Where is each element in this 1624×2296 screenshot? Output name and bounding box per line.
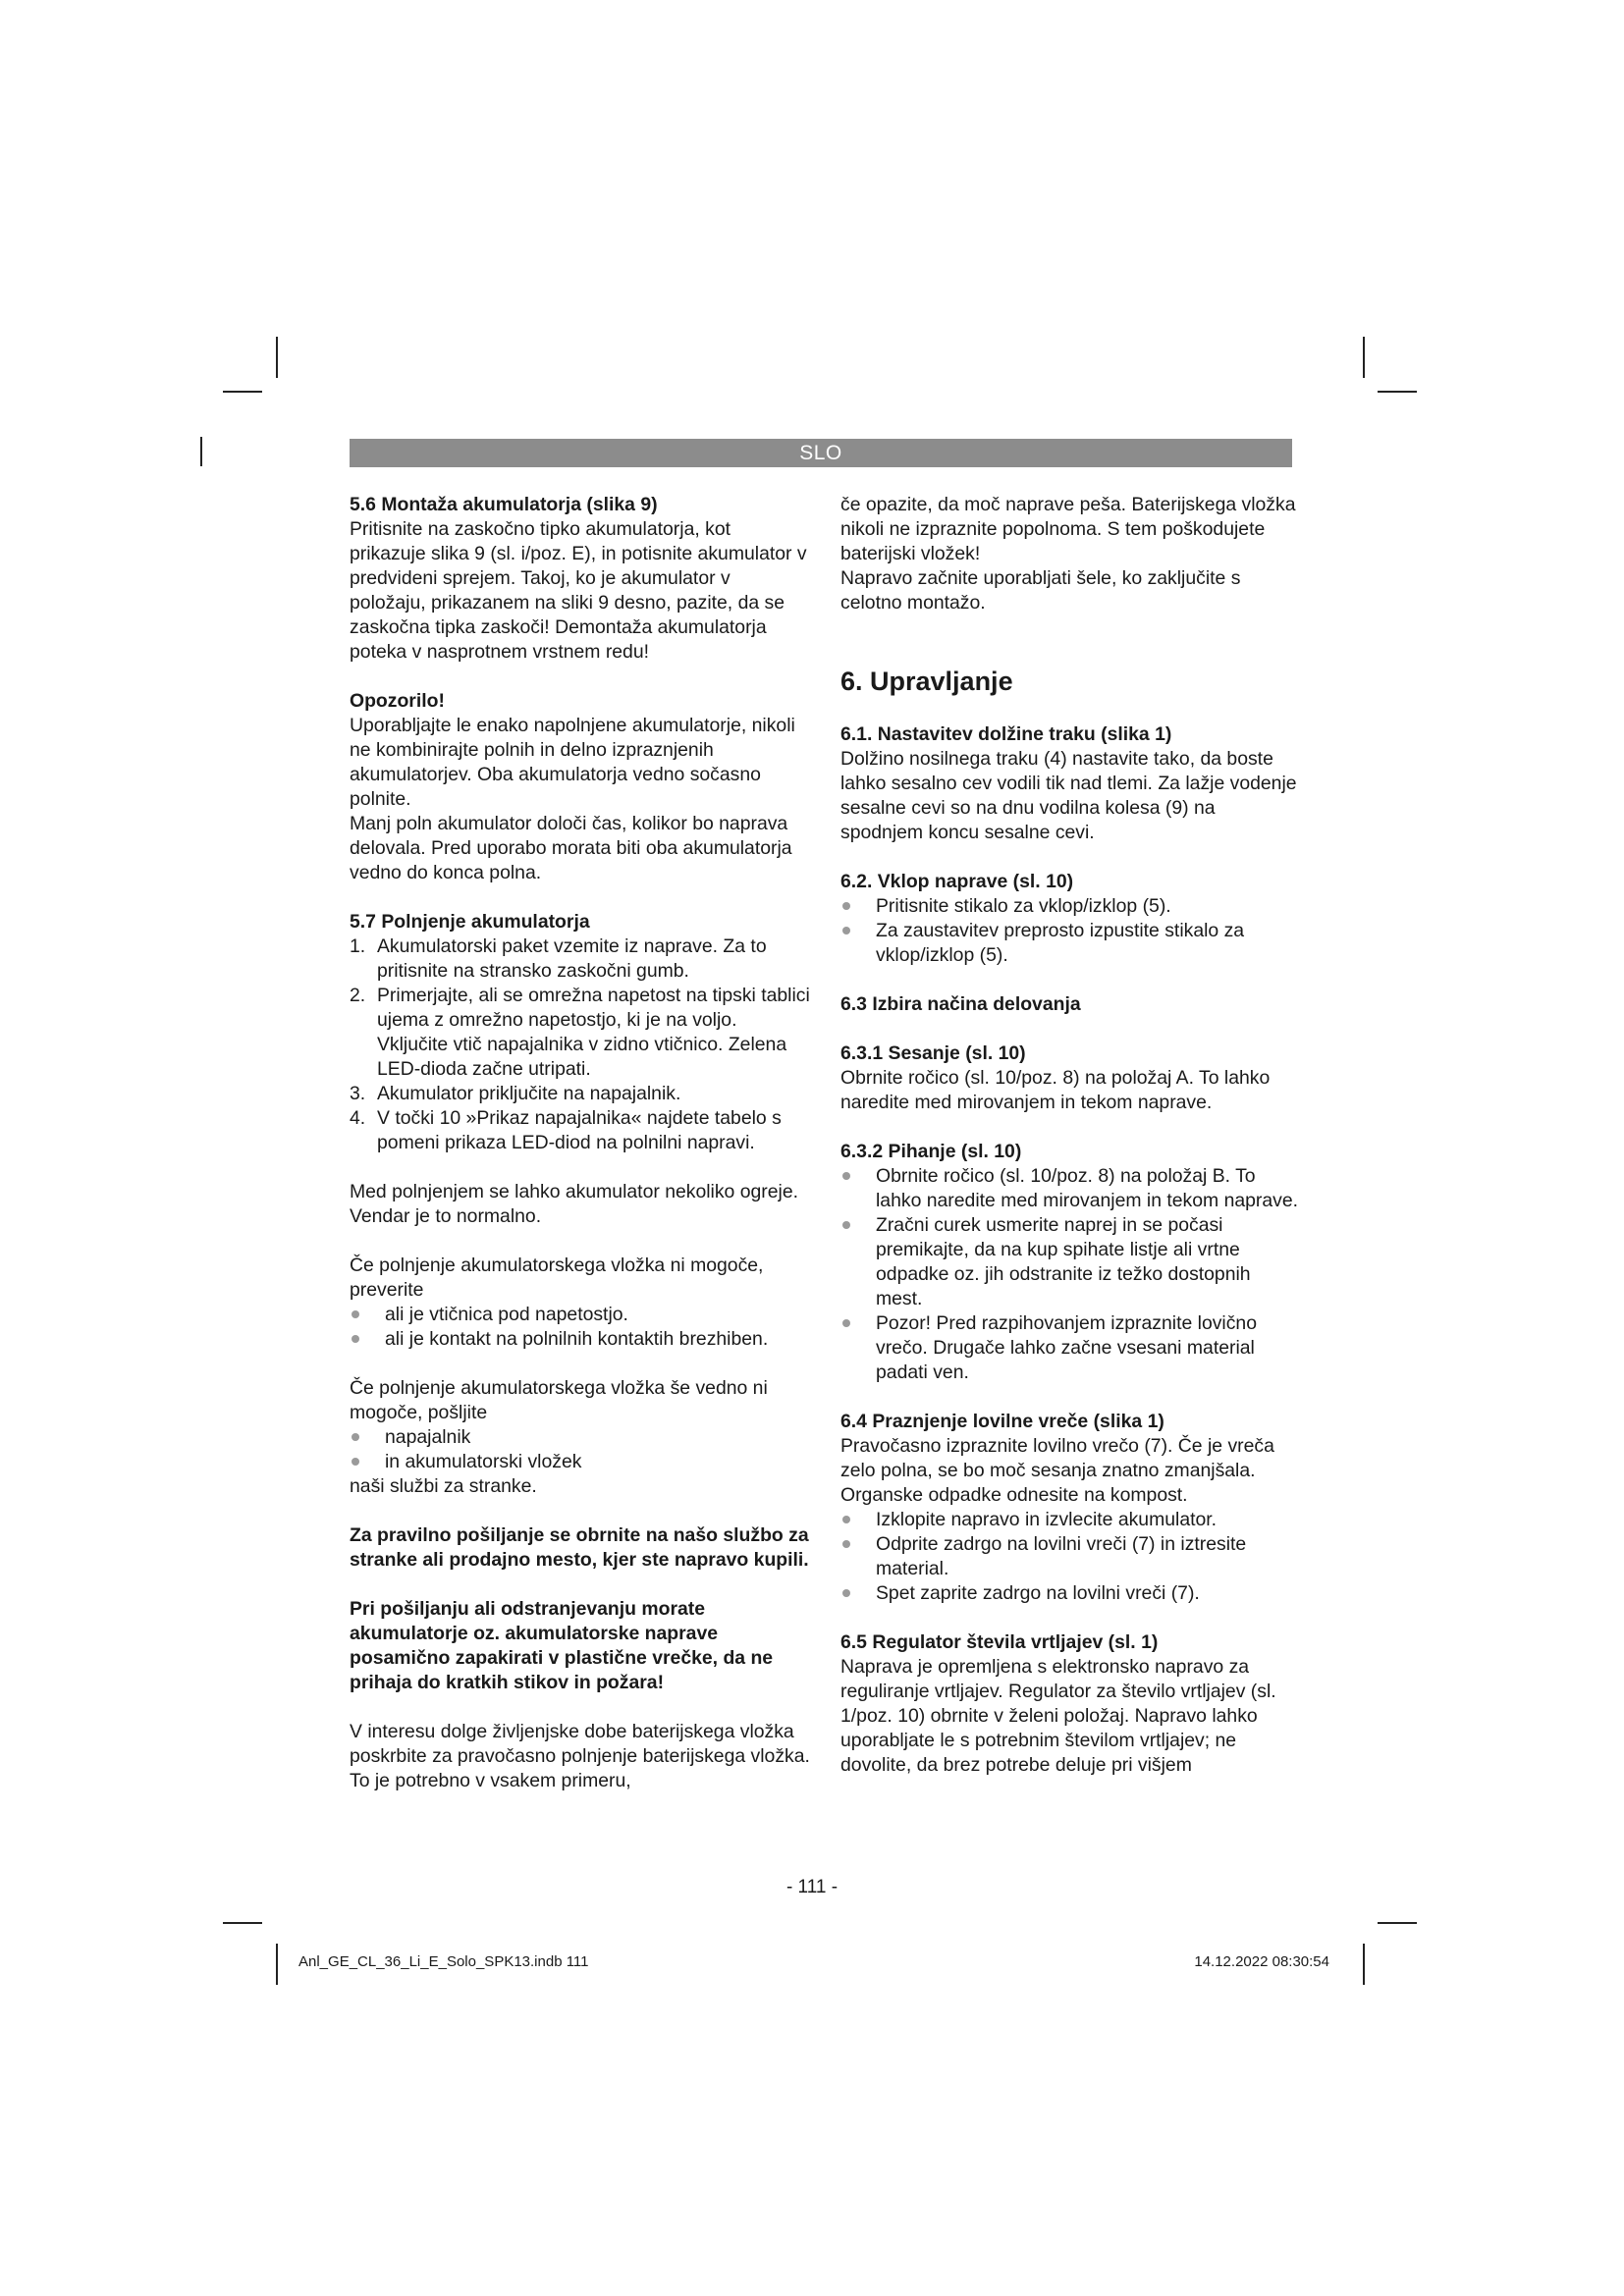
- list-item: ali je vtičnica pod napetostjo.: [350, 1303, 811, 1327]
- list-item: Zračni curek usmerite naprej in se počasi premikajte, da na kup spihate listje ali vrtne odpadke oz. jih odstranite iz težko dostopnih mest.: [840, 1213, 1302, 1311]
- paragraph: Uporabljajte le enako napolnjene akumulatorje, nikoli ne kombinirajte polnih in delno izpraznjenih akumulatorjev. Oba akumulatorja vedno sočasno polnite.: [350, 715, 795, 810]
- section-heading: 6.3.2 Pihanje (sl. 10): [840, 1141, 1022, 1162]
- section-heading: 5.6 Montaža akumulatorja (slika 9): [350, 494, 658, 515]
- paragraph: Napravo začnite uporabljati šele, ko zaključite s celotno montažo.: [840, 567, 1241, 614]
- paragraph: V interesu dolge življenjske dobe baterijskega vložka poskrbite za pravočasno polnjenje baterijskega vložka. To je potrebno v vsakem primeru,: [350, 1721, 810, 1791]
- bullet-list: [840, 894, 1302, 968]
- list-item: Za zaustavitev preprosto izpustite stikalo za vklop/izklop (5).: [840, 919, 1302, 968]
- section-heading: 5.7 Polnjenje akumulatorja: [350, 911, 590, 933]
- charging-steps: [350, 934, 811, 1155]
- list-item: ali je kontakt na polnilnih kontaktih brezhiben.: [350, 1327, 811, 1352]
- paragraph: Obrnite ročico (sl. 10/poz. 8) na položaj A. To lahko naredite med mirovanjem in tekom naprave.: [840, 1067, 1271, 1113]
- list-item: 1. Akumulatorski paket vzemite iz naprave. Za to pritisnite na stransko zaskočni gumb.: [350, 935, 767, 982]
- paragraph: naši službi za stranke.: [350, 1475, 537, 1497]
- section-heading: 6.1. Nastavitev dolžine traku (slika 1): [840, 723, 1172, 745]
- paragraph: Dolžino nosilnega traku (4) nastavite tako, da boste lahko sesalno cev vodili tik nad tlemi. Za lažje vodenje sesalne cevi so na dnu vodilna kolesa (9) na spodnjem koncu sesalne cevi.: [840, 748, 1297, 843]
- paragraph: Pravočasno izpraznite lovilno vrečo (7). Če je vreča zelo polna, se bo moč sesanja znatno zmanjšala. Organske odpadke odnesite na kompost.: [840, 1435, 1274, 1506]
- section-heading: 6.4 Praznjenje lovilne vreče (slika 1): [840, 1411, 1164, 1432]
- paragraph: Pritisnite na zaskočno tipko akumulatorja, kot prikazuje slika 9 (sl. i/poz. E), in potisnite akumulator v predvideni sprejem. Takoj, ko je akumulator v položaju, prikazanem na sliki 9 desno, pazite, da se zaskočna tipka zaskoči! Demontaža akumulatorja poteka v nasprotnem vrstnem redu!: [350, 518, 807, 663]
- bold-notice: Za pravilno pošiljanje se obrnite na našo službo za stranke ali prodajno mesto, kjer ste napravo kupili.: [350, 1524, 809, 1571]
- list-item: 3. Akumulator priključite na napajalnik.: [350, 1083, 681, 1104]
- bullet-list: [840, 1508, 1302, 1606]
- crop-mark: [1378, 391, 1417, 393]
- crop-mark: [276, 337, 278, 378]
- list-item: Spet zaprite zadrgo na lovilni vreči (7).: [840, 1581, 1302, 1606]
- crop-mark: [276, 1944, 278, 1985]
- crop-mark: [200, 437, 202, 466]
- crop-mark: [1363, 1944, 1365, 1985]
- warning-heading: Opozorilo!: [350, 690, 445, 712]
- bullet-list: [350, 1425, 811, 1474]
- crop-mark: [1363, 337, 1365, 378]
- section-heading: 6.5 Regulator števila vrtljajev (sl. 1): [840, 1631, 1159, 1653]
- list-item: Odprite zadrgo na lovilni vreči (7) in iztresite material.: [840, 1532, 1302, 1581]
- right-column: [840, 493, 1302, 1778]
- paragraph: Med polnjenjem se lahko akumulator nekoliko ogreje. Vendar je to normalno.: [350, 1181, 799, 1227]
- paragraph: Naprava je opremljena s elektronsko napravo za reguliranje vrtljajev. Regulator za število vrtljajev (sl. 1/poz. 10) obrnite v želeni položaj. Napravo lahko uporabljate le s potrebnim številom vrtljajev; ne dovolite, da brez potrebe deluje pri višjem: [840, 1656, 1276, 1776]
- section-heading: 6.2. Vklop naprave (sl. 10): [840, 871, 1074, 892]
- list-item: napajalnik: [350, 1425, 811, 1450]
- list-item: Izklopite napravo in izvlecite akumulator.: [840, 1508, 1302, 1532]
- paragraph: Če polnjenje akumulatorskega vložka še vedno ni mogoče, pošljite: [350, 1377, 768, 1423]
- language-header: SLO: [350, 439, 1292, 467]
- crop-mark: [223, 391, 262, 393]
- paragraph: če opazite, da moč naprave peša. Baterijskega vložka nikoli ne izpraznite popolnoma. S tem poškodujete baterijski vložek!: [840, 494, 1296, 564]
- paragraph: Manj poln akumulator določi čas, kolikor bo naprava delovala. Pred uporabo morata biti oba akumulatorja vedno do konca polna.: [350, 813, 792, 883]
- list-item: 4. V točki 10 »Prikaz napajalnika« najdete tabelo s pomeni prikaza LED-diod na polnilni napravi.: [350, 1107, 782, 1153]
- list-item: Pozor! Pred razpihovanjem izpraznite lovično vrečo. Drugače lahko začne vsesani material padati ven.: [840, 1311, 1302, 1385]
- section-heading: 6.3 Izbira načina delovanja: [840, 993, 1081, 1015]
- bullet-list: [350, 1303, 811, 1352]
- section-heading: 6.3.1 Sesanje (sl. 10): [840, 1042, 1026, 1064]
- bullet-list: [840, 1164, 1302, 1385]
- bold-notice: Pri pošiljanju ali odstranjevanju morate akumulatorje oz. akumulatorske naprave posamično zapakirati v plastične vrečke, da ne prihaja do kratkih stikov in požara!: [350, 1598, 774, 1693]
- crop-mark: [1378, 1922, 1417, 1924]
- left-column: [350, 493, 811, 1793]
- list-item: in akumulatorski vložek: [350, 1450, 811, 1474]
- print-timestamp: 14.12.2022 08:30:54: [1194, 1953, 1329, 1970]
- crop-mark: [223, 1922, 262, 1924]
- list-item: Obrnite ročico (sl. 10/poz. 8) na položaj B. To lahko naredite med mirovanjem in tekom naprave.: [840, 1164, 1302, 1213]
- paragraph: Če polnjenje akumulatorskega vložka ni mogoče, preverite: [350, 1255, 764, 1301]
- list-item: 2. Primerjajte, ali se omrežna napetost na tipski tablici ujema z omrežno napetostjo, ki je na voljo. Vključite vtič napajalnika v zidno vtičnico. Zelena LED-dioda začne utripati.: [350, 985, 810, 1080]
- page-number: - 111 -: [785, 1877, 839, 1897]
- chapter-heading: 6. Upravljanje: [840, 667, 1013, 696]
- list-item: Pritisnite stikalo za vklop/izklop (5).: [840, 894, 1302, 919]
- file-info: Anl_GE_CL_36_Li_E_Solo_SPK13.indb 111: [298, 1953, 589, 1970]
